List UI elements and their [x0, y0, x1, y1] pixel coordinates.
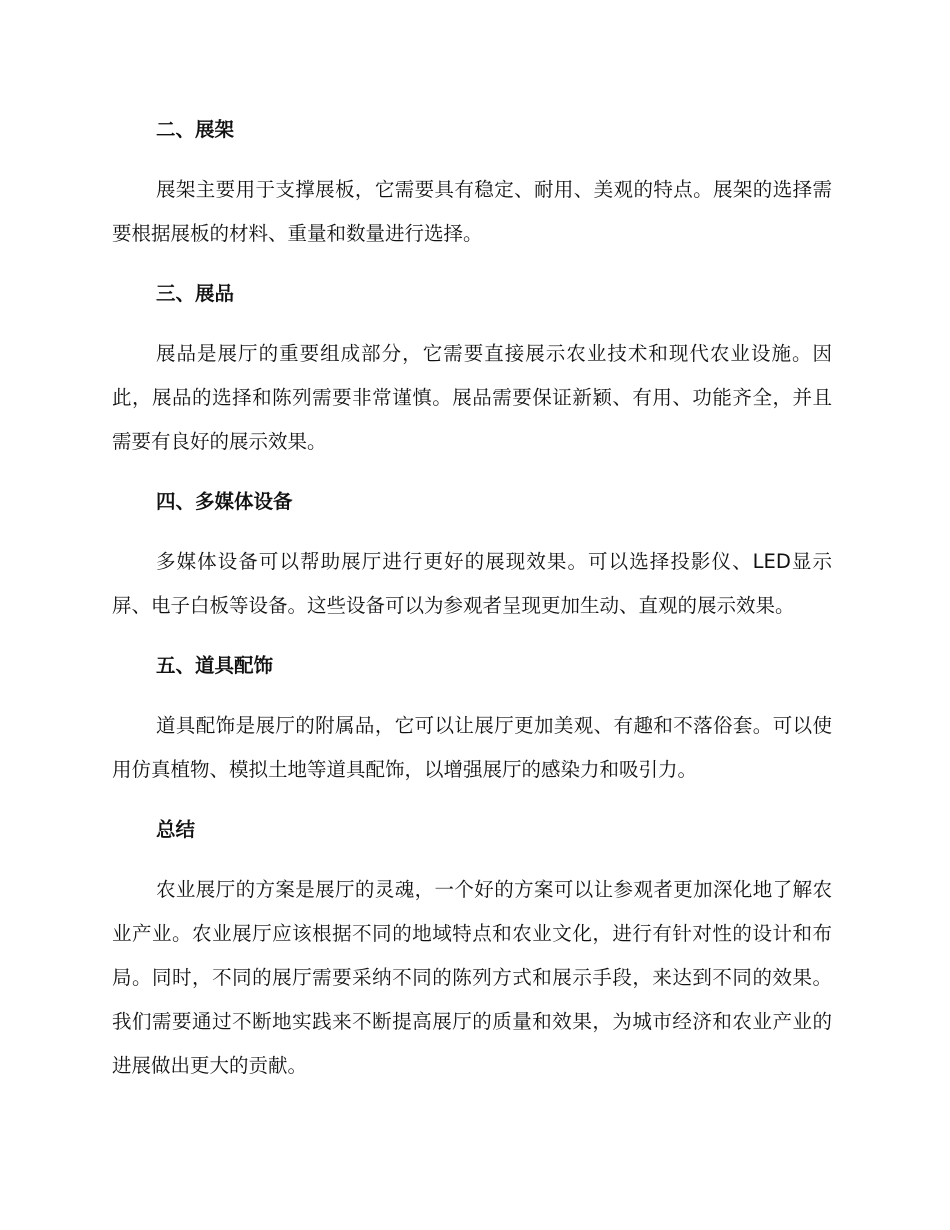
section-heading-exhibit-stand: 二、展架 — [156, 118, 235, 141]
section-heading-props: 五、道具配饰 — [156, 654, 274, 677]
section-body-props: 道具配饰是展厅的附属品，它可以让展厅更加美观、有趣和不落俗套。可以使用仿真植物、模拟土地等道具配饰，以增强展厅的感染力和吸引力。 — [112, 714, 832, 781]
document-page — [112, 108, 832, 1088]
section-heading-summary: 总结 — [156, 818, 196, 841]
section-body-multimedia: 多媒体设备可以帮助展厅进行更好的展现效果。可以选择投影仪、LED显示屏、电子白板等设备。这些设备可以为参观者呈现更加生动、直观的展示效果。 — [112, 550, 832, 617]
section-body-summary: 农业展厅的方案是展厅的灵魂，一个好的方案可以让参观者更加深化地了解农业产业。农业展厅应该根据不同的地域特点和农业文化，进行有针对性的设计和布局。同时，不同的展厅需要采纳不同的陈列方式和展示手段，来达到不同的效果。我们需要通过不断地实践来不断提高展厅的质量和效果，为城市经济和农业产业的进展做出更大的贡献。 — [112, 878, 832, 1077]
section-body-exhibit-stand: 展架主要用于支撑展板，它需要具有稳定、耐用、美观的特点。展架的选择需要根据展板的材料、重量和数量进行选择。 — [112, 178, 832, 245]
section-heading-exhibits: 三、展品 — [156, 282, 235, 305]
section-heading-multimedia: 四、多媒体设备 — [156, 490, 293, 513]
section-body-exhibits: 展品是展厅的重要组成部分，它需要直接展示农业技术和现代农业设施。因此，展品的选择和陈列需要非常谨慎。展品需要保证新颖、有用、功能齐全，并且需要有良好的展示效果。 — [112, 342, 832, 453]
